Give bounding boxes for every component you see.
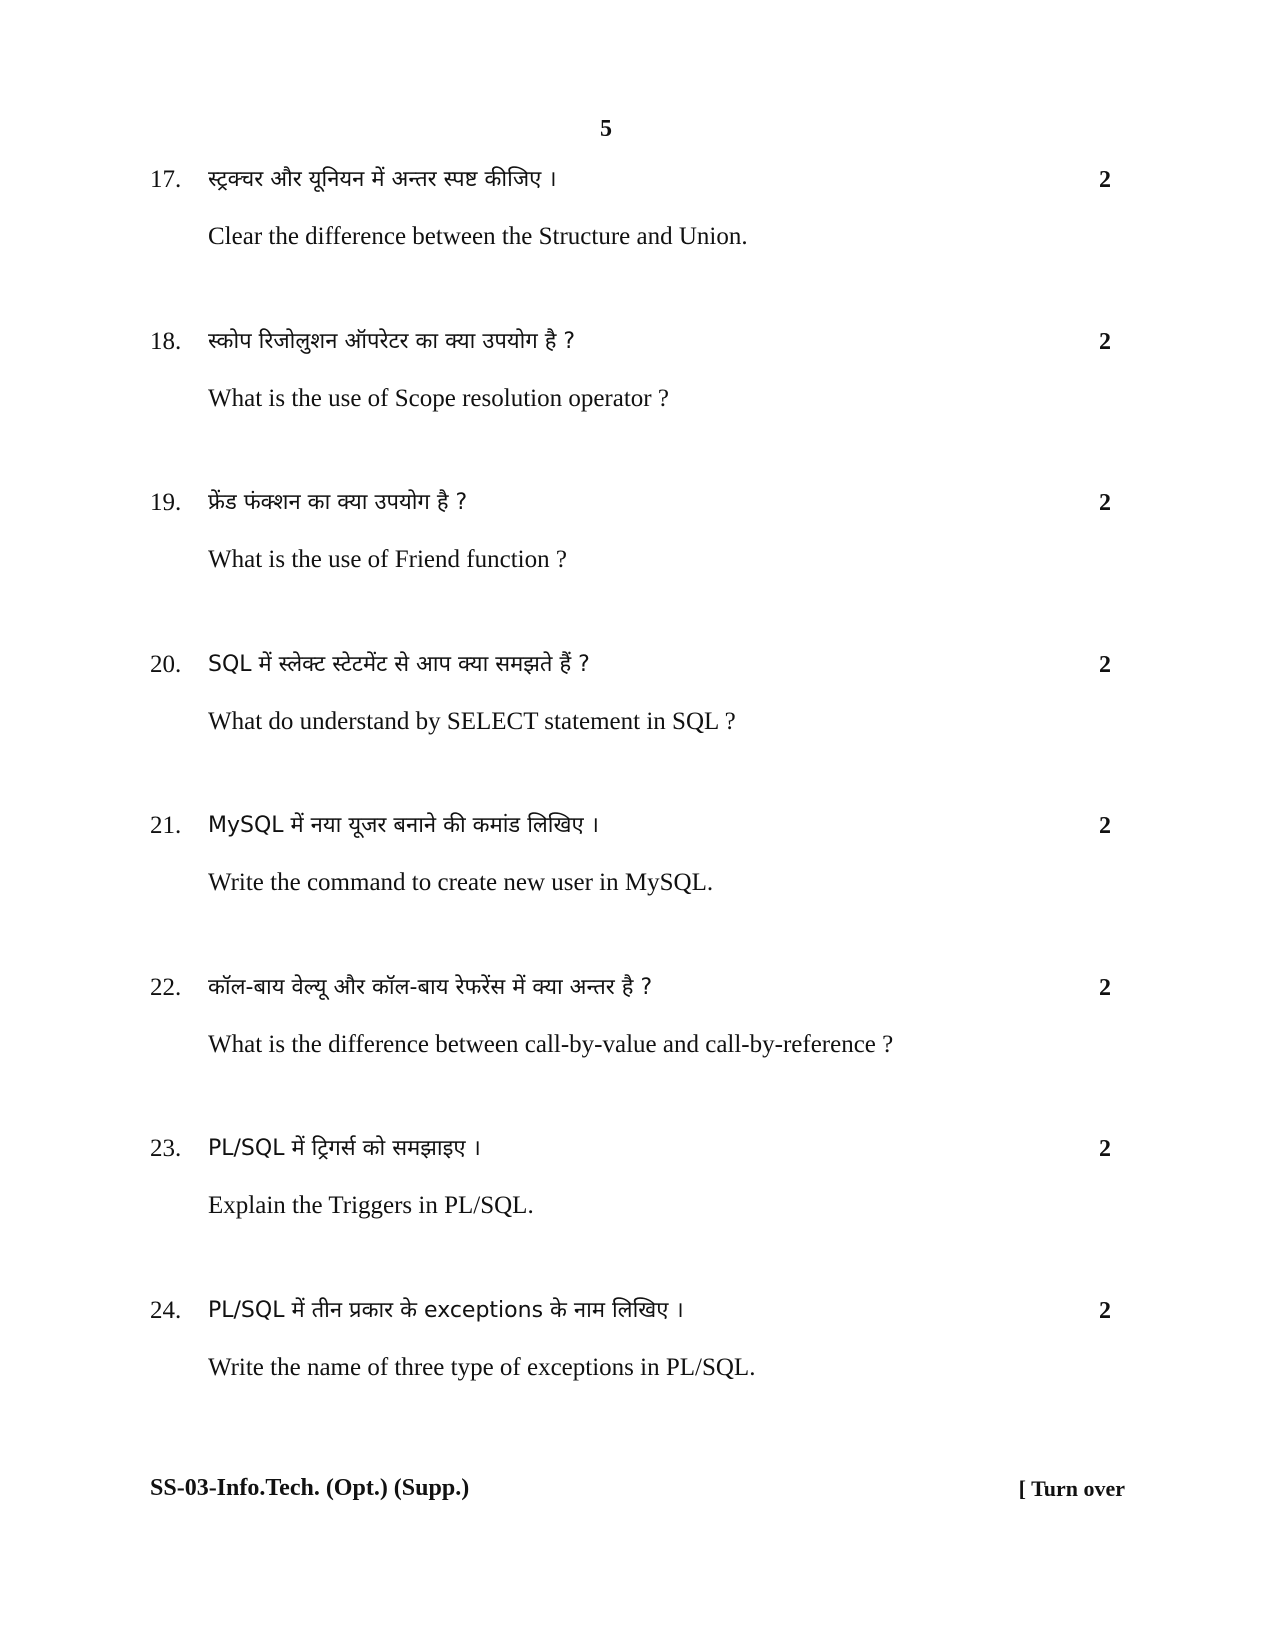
question-text-hindi: कॉल-बाय वेल्यू और कॉल-बाय रेफरेंस में क्या अन्तर है ? bbox=[208, 975, 653, 1000]
question-text-hindi: PL/SQL में तीन प्रकार के exceptions के नाम लिखिए । bbox=[208, 1298, 684, 1323]
question-text-english: Clear the difference between the Structure and Union. bbox=[208, 223, 748, 250]
question-item bbox=[0, 650, 1275, 770]
question-number: 22. bbox=[150, 974, 182, 1001]
question-number: 23. bbox=[150, 1135, 182, 1162]
question-number: 17. bbox=[150, 166, 182, 193]
question-text-english: What is the difference between call-by-value and call-by-reference ? bbox=[208, 1031, 894, 1058]
question-marks: 2 bbox=[1099, 652, 1111, 678]
page-number: 5 bbox=[600, 116, 612, 142]
question-marks: 2 bbox=[1099, 1298, 1111, 1324]
question-marks: 2 bbox=[1099, 975, 1111, 1001]
footer-paper-code: SS-03-Info.Tech. (Opt.) (Supp.) bbox=[150, 1475, 470, 1501]
question-marks: 2 bbox=[1099, 813, 1111, 839]
question-item bbox=[0, 488, 1275, 608]
question-marks: 2 bbox=[1099, 490, 1111, 516]
question-item bbox=[0, 327, 1275, 447]
question-text-english: What is the use of Friend function ? bbox=[208, 546, 567, 573]
question-number: 19. bbox=[150, 489, 182, 516]
question-item bbox=[0, 973, 1275, 1093]
question-number: 24. bbox=[150, 1297, 182, 1324]
question-marks: 2 bbox=[1099, 329, 1111, 355]
question-number: 20. bbox=[150, 651, 182, 678]
question-number: 21. bbox=[150, 812, 182, 839]
question-text-english: What do understand by SELECT statement in SQL ? bbox=[208, 708, 736, 735]
question-text-hindi: SQL में स्लेक्ट स्टेटमेंट से आप क्या समझते हैं ? bbox=[208, 652, 590, 677]
question-number: 18. bbox=[150, 328, 182, 355]
question-text-hindi: फ्रेंड फंक्शन का क्या उपयोग है ? bbox=[208, 490, 468, 515]
question-marks: 2 bbox=[1099, 1136, 1111, 1162]
question-item bbox=[0, 165, 1275, 285]
question-item bbox=[0, 1296, 1275, 1416]
footer-turn-over: [ Turn over bbox=[1018, 1476, 1125, 1501]
question-text-hindi: MySQL में नया यूजर बनाने की कमांड लिखिए । bbox=[208, 813, 599, 838]
question-text-english: Explain the Triggers in PL/SQL. bbox=[208, 1192, 534, 1219]
question-text-english: Write the name of three type of exceptions in PL/SQL. bbox=[208, 1354, 756, 1381]
question-item bbox=[0, 811, 1275, 931]
question-text-hindi: स्कोप रिजोलुशन ऑपरेटर का क्या उपयोग है ? bbox=[208, 329, 576, 354]
question-text-hindi: स्ट्रक्चर और यूनियन में अन्तर स्पष्ट कीजिए । bbox=[208, 167, 557, 192]
question-text-english: Write the command to create new user in MySQL. bbox=[208, 869, 714, 896]
question-text-english: What is the use of Scope resolution operator ? bbox=[208, 385, 669, 412]
question-item bbox=[0, 1134, 1275, 1254]
question-text-hindi: PL/SQL में ट्रिगर्स को समझाइए । bbox=[208, 1136, 481, 1161]
question-marks: 2 bbox=[1099, 167, 1111, 193]
